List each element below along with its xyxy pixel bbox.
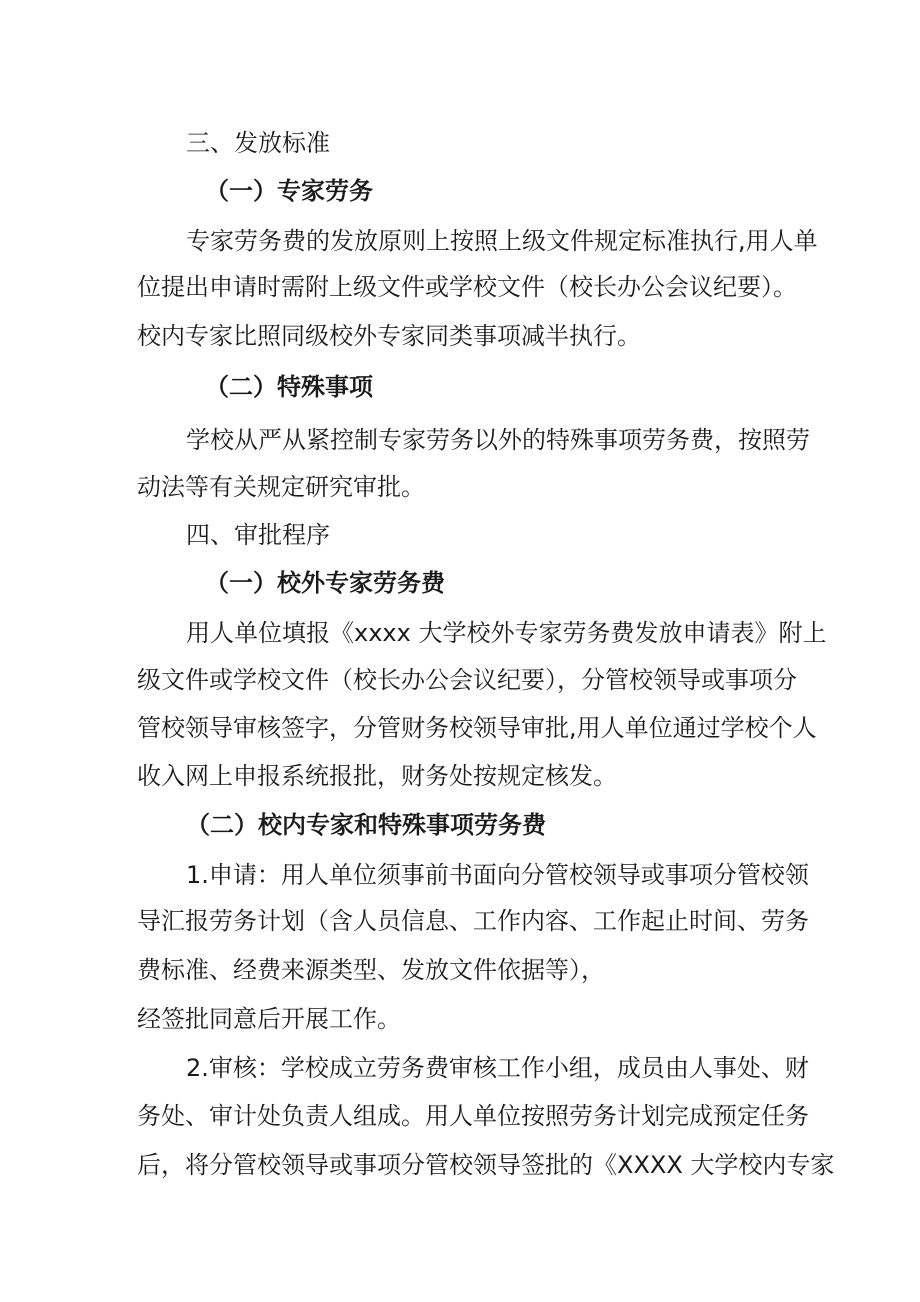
- paragraph-line: 位提出申请时需附上级文件或学校文件（校长办公会议纪要）。: [137, 273, 797, 301]
- paragraph-line: 管校领导审核签字，分管财务校领导审批,用人单位通过学校个人: [137, 714, 817, 742]
- paragraph-line: 务处、审计处负责人组成。用人单位按照劳务计划完成预定任务: [137, 1102, 809, 1130]
- paragraph-line: 经签批同意后开展工作。: [137, 1005, 401, 1033]
- paragraph-line: 后，将分管校领导或事项分管校领导签批的《XXXX 大学校内专家: [137, 1151, 835, 1179]
- paragraph-line: 用人单位填报《xxxx 大学校外专家劳务费发放申请表》附上: [186, 619, 827, 647]
- paragraph-line: 2.审核：学校成立劳务费审核工作小组，成员由人事处、财: [186, 1054, 809, 1082]
- paragraph-line: 专家劳务费的发放原则上按照上级文件规定标准执行,用人单: [186, 227, 818, 255]
- section-heading-approval: 四、审批程序: [186, 521, 330, 549]
- paragraph-line: 动法等有关规定研究审批。: [137, 473, 425, 501]
- subheading-special-matters: （二）特殊事项: [205, 373, 373, 401]
- section-heading-standards: 三、发放标准: [186, 129, 330, 157]
- paragraph-line: 导汇报劳务计划（含人员信息、工作内容、工作起止时间、劳务: [137, 907, 809, 935]
- subheading-external-expert-fee: （一）校外专家劳务费: [205, 569, 445, 597]
- paragraph-line: 级文件或学校文件（校长办公会议纪要），分管校领导或事项分: [137, 666, 797, 694]
- paragraph-line: 收入网上申报系统报批，财务处按规定核发。: [137, 762, 617, 790]
- paragraph-line: 校内专家比照同级校外专家同类事项减半执行。: [137, 322, 641, 350]
- subheading-expert-labor: （一）专家劳务: [205, 177, 373, 205]
- paragraph-line: 1.申请：用人单位须事前书面向分管校领导或事项分管校领: [186, 861, 809, 889]
- paragraph-line: 费标准、经费来源类型、发放文件依据等），: [137, 956, 605, 984]
- subheading-internal-expert-fee: （二）校内专家和特殊事项劳务费: [186, 811, 546, 839]
- paragraph-line: 学校从严从紧控制专家劳务以外的特殊事项劳务费，按照劳: [186, 426, 810, 454]
